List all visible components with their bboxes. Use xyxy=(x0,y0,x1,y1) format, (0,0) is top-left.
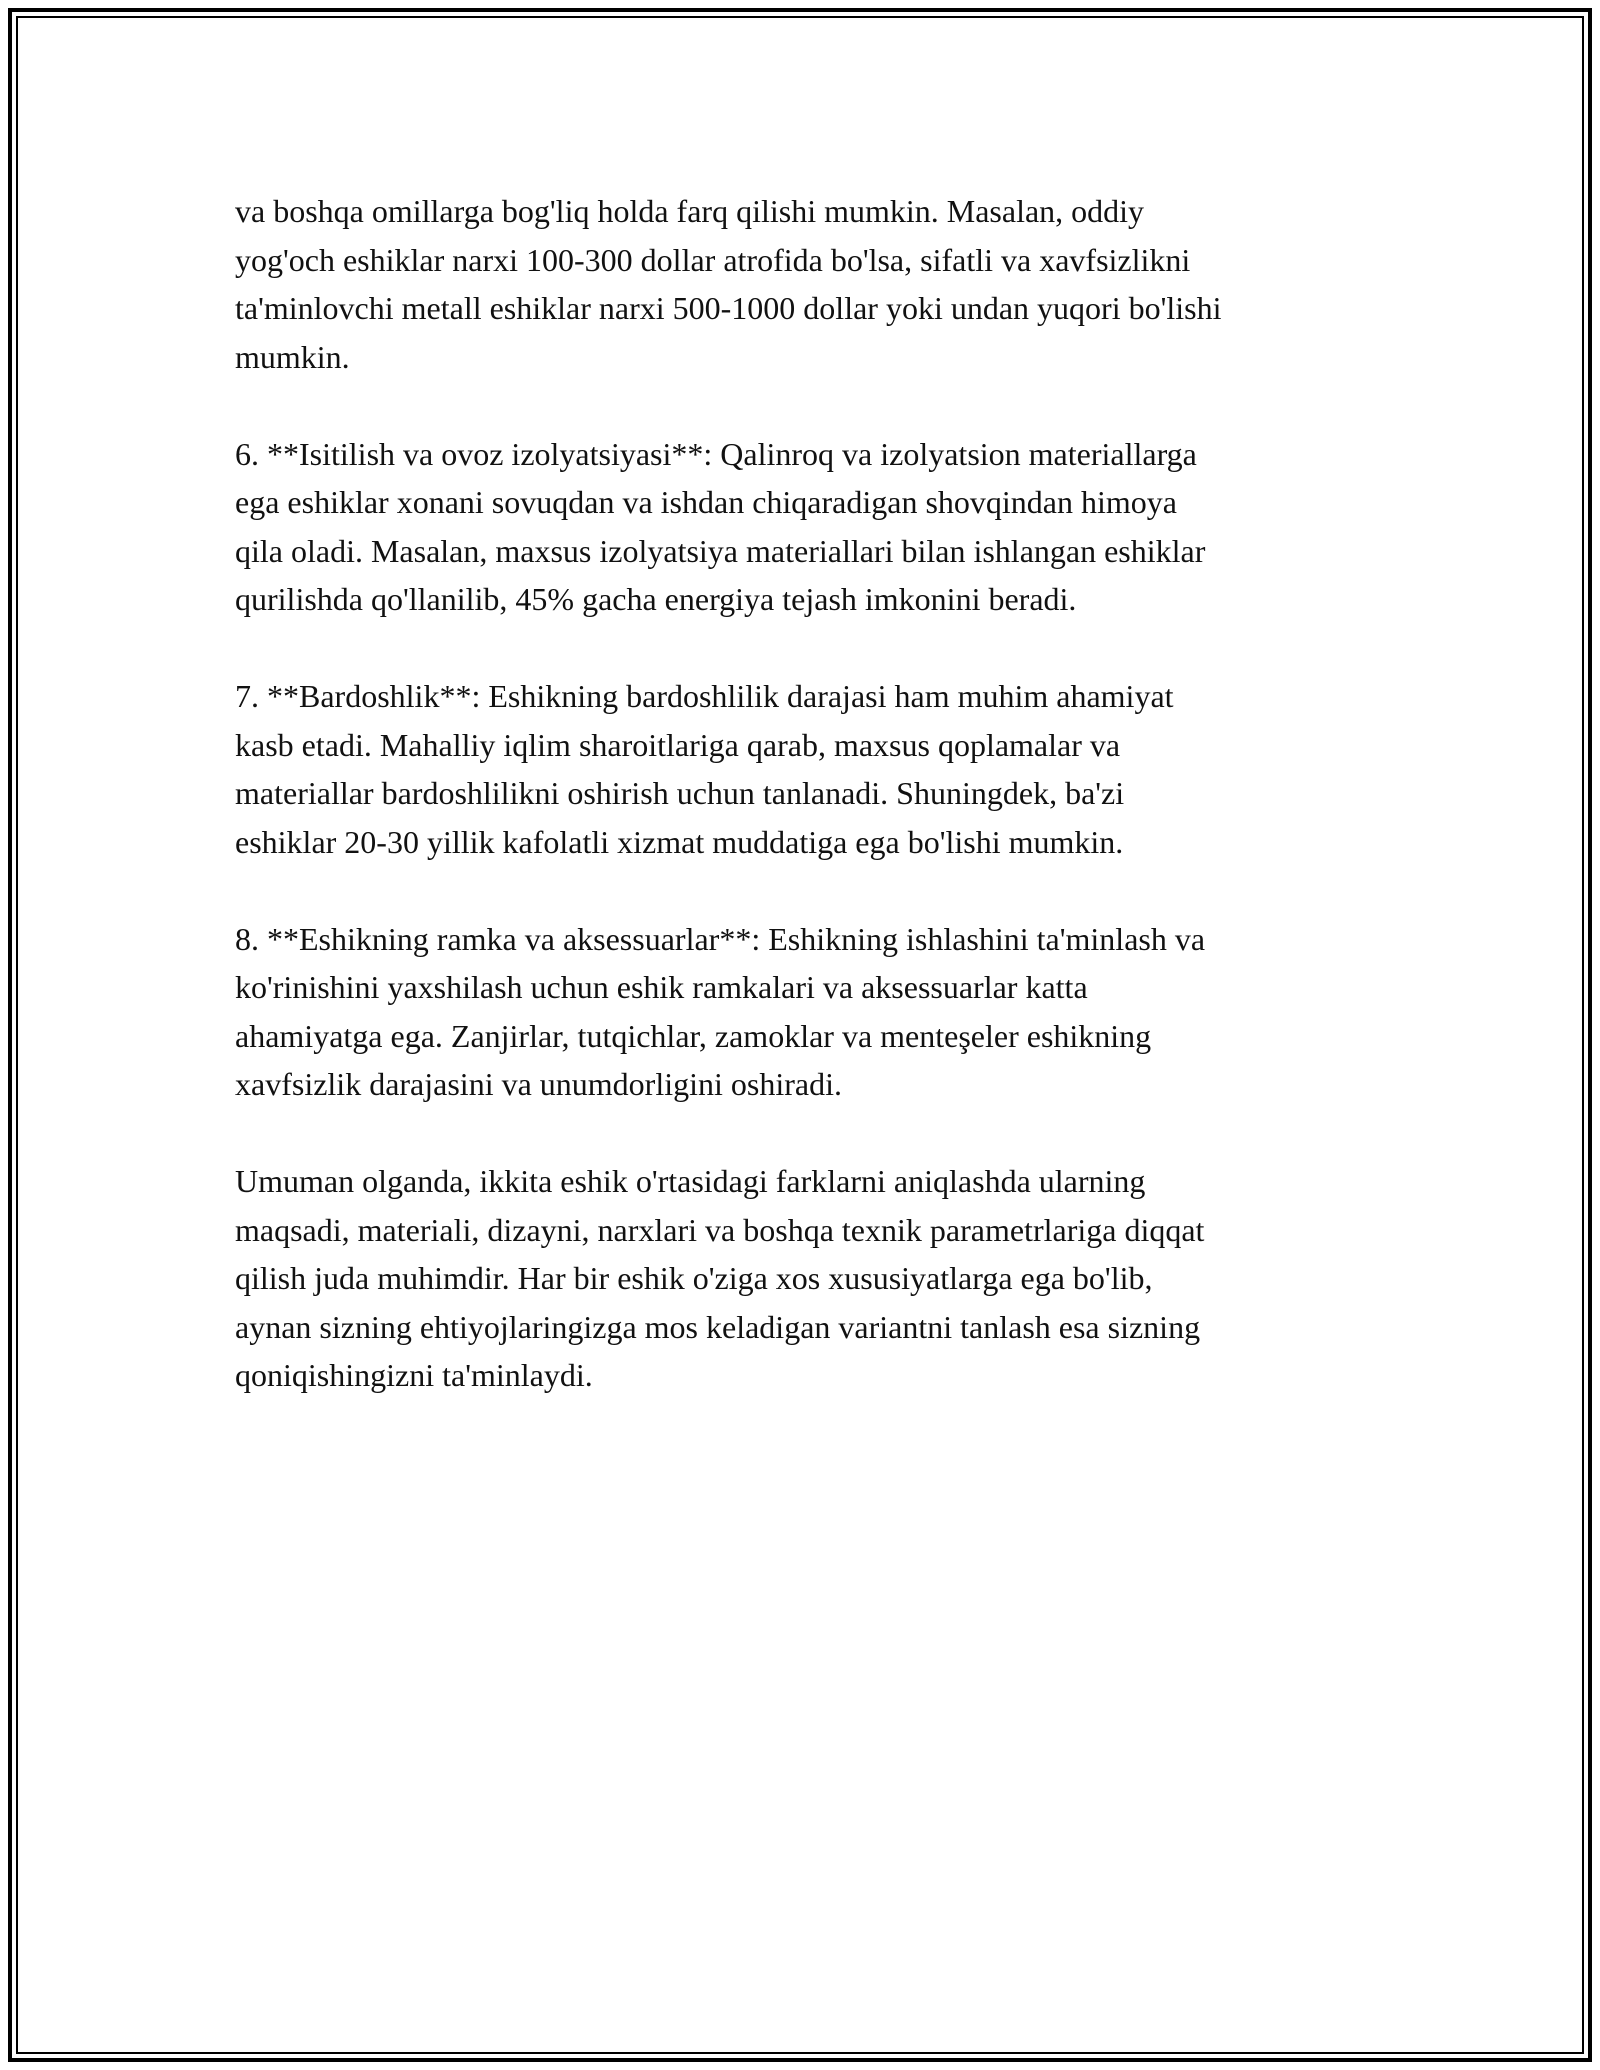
document-body xyxy=(235,187,1370,1448)
paragraph-durability: 7. **Bardoshlik**: Eshikning bardoshlilik darajasi ham muhim ahamiyat kasb etadi. Mahalliy iqlim sharoitlariga qarab, maxsus qoplamalar va materiallar bardoshlilikni oshirish uchun tanlanadi. Shuningdek, ba'zi eshiklar 20-30 yillik kafolatli xizmat muddatiga ega bo'lishi mumkin. xyxy=(235,678,1174,860)
paragraph-price-continuation: va boshqa omillarga bog'liq holda farq qilishi mumkin. Masalan, oddiy yog'och eshiklar narxi 100-300 dollar atrofida bo'lsa, sifatli va xavfsizlikni ta'minlovchi metall eshiklar narxi 500-1000 dollar yoki undan yuqori bo'lishi mumkin. xyxy=(235,193,1222,375)
paragraph-frame-accessories: 8. **Eshikning ramka va aksessuarlar**: Eshikning ishlashini ta'minlash va ko'rinishini yaxshilash uchun eshik ramkalari va aksessuarlar katta ahamiyatga ega. Zanjirlar, tutqichlar, zamoklar va menteşeler eshikning xavfsizlik darajasini va unumdorligini oshiradi. xyxy=(235,920,1206,1102)
paragraph-conclusion: Umuman olganda, ikkita eshik o'rtasidagi farklarni aniqlashda ularning maqsadi, materiali, dizayni, narxlari va boshqa texnik parametrlariga diqqat qilish juda muhimdir. Har bir eshik o'ziga xos xususiyatlarga ega bo'lib, aynan sizning ehtiyojlaringizga mos keladigan variantni tanlash esa sizning qoniqishingizni ta'minlaydi. xyxy=(235,1163,1205,1393)
paragraph-insulation: 6. **Isitilish va ovoz izolyatsiyasi**: Qalinroq va izolyatsion materiallarga ega eshiklar xonani sovuqdan va ishdan chiqaradigan shovqindan himoya qila oladi. Masalan, maxsus izolyatsiya materiallari bilan ishlangan eshiklar qurilishda qo'llanilib, 45% gacha energiya tejash imkonini beradi. xyxy=(235,435,1206,617)
